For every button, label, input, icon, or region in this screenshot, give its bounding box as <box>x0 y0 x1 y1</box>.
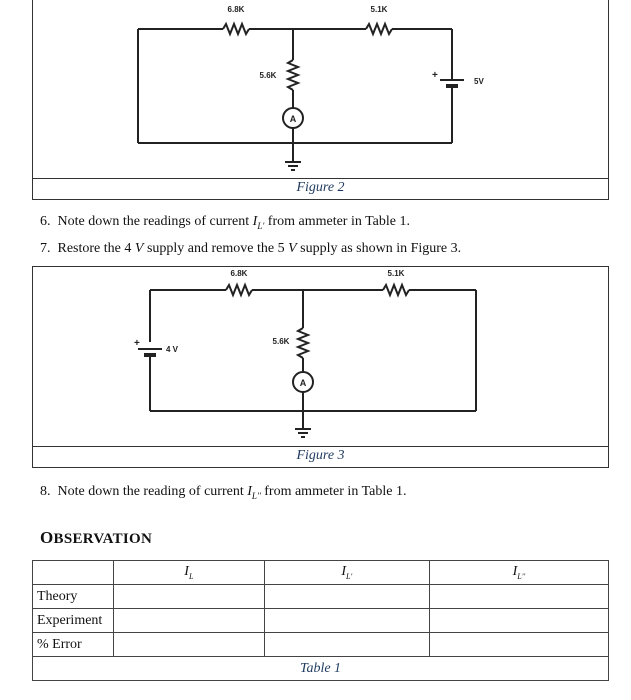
table-cell[interactable] <box>264 633 429 657</box>
header-il: $I_L$ <box>114 561 265 585</box>
table-caption: Table 1 <box>33 657 609 681</box>
observation-table <box>32 560 609 681</box>
row-label-error: % Error <box>33 633 114 657</box>
table-row <box>33 609 609 633</box>
table-cell[interactable] <box>114 633 265 657</box>
table-header-row <box>33 561 609 585</box>
resistor-5-6k-label: 5.6K <box>272 337 290 346</box>
plus-sign: + <box>134 338 140 349</box>
table-cell[interactable] <box>429 633 608 657</box>
resistor-5-1k-label: 5.1K <box>387 269 405 278</box>
table-caption-row <box>33 657 609 681</box>
figure-3-caption: Figure 3 <box>296 448 345 463</box>
row-label-theory: Theory <box>33 585 114 609</box>
figure-2-caption: Figure 2 <box>296 180 345 195</box>
ammeter-label: A <box>299 378 307 388</box>
ammeter-label: A <box>289 114 297 124</box>
step-7: 7. Restore the 4 V supply and remove the 5 V supply as shown in Figure 3. <box>40 241 462 256</box>
table-row <box>33 585 609 609</box>
resistor-5-6k-label: 5.6K <box>259 71 277 80</box>
header-il-prime: $I_{L'}$ <box>264 561 429 585</box>
source-label: 5V <box>474 77 484 86</box>
table-cell[interactable] <box>114 609 265 633</box>
table-cell[interactable] <box>429 585 608 609</box>
step-6: 6. Note down the readings of current $I_{L'}$ from ammeter in Table 1. <box>40 214 410 231</box>
resistor-6-8k-label: 6.8K <box>230 269 248 278</box>
table-cell[interactable] <box>429 609 608 633</box>
table-cell[interactable] <box>264 585 429 609</box>
figure-2-circuit <box>0 0 631 180</box>
step-8: 8. Note down the reading of current $I_{L''}$ from ammeter in Table 1. <box>40 484 407 501</box>
battery-4v-icon <box>138 349 162 355</box>
header-il-double-prime: $I_{L''}$ <box>429 561 608 585</box>
row-label-experiment: Experiment <box>33 609 114 633</box>
resistor-5-1k-label: 5.1K <box>370 5 388 14</box>
resistor-6-8k-label: 6.8K <box>227 5 245 14</box>
table-cell[interactable] <box>114 585 265 609</box>
plus-sign: + <box>432 70 438 81</box>
battery-5v-icon <box>440 66 464 96</box>
figure-3-circuit <box>0 266 631 446</box>
source-label: 4 V <box>166 345 179 354</box>
observation-heading: OBSERVATION <box>40 528 153 547</box>
table-corner-cell <box>33 561 114 585</box>
table-row <box>33 633 609 657</box>
table-cell[interactable] <box>264 609 429 633</box>
